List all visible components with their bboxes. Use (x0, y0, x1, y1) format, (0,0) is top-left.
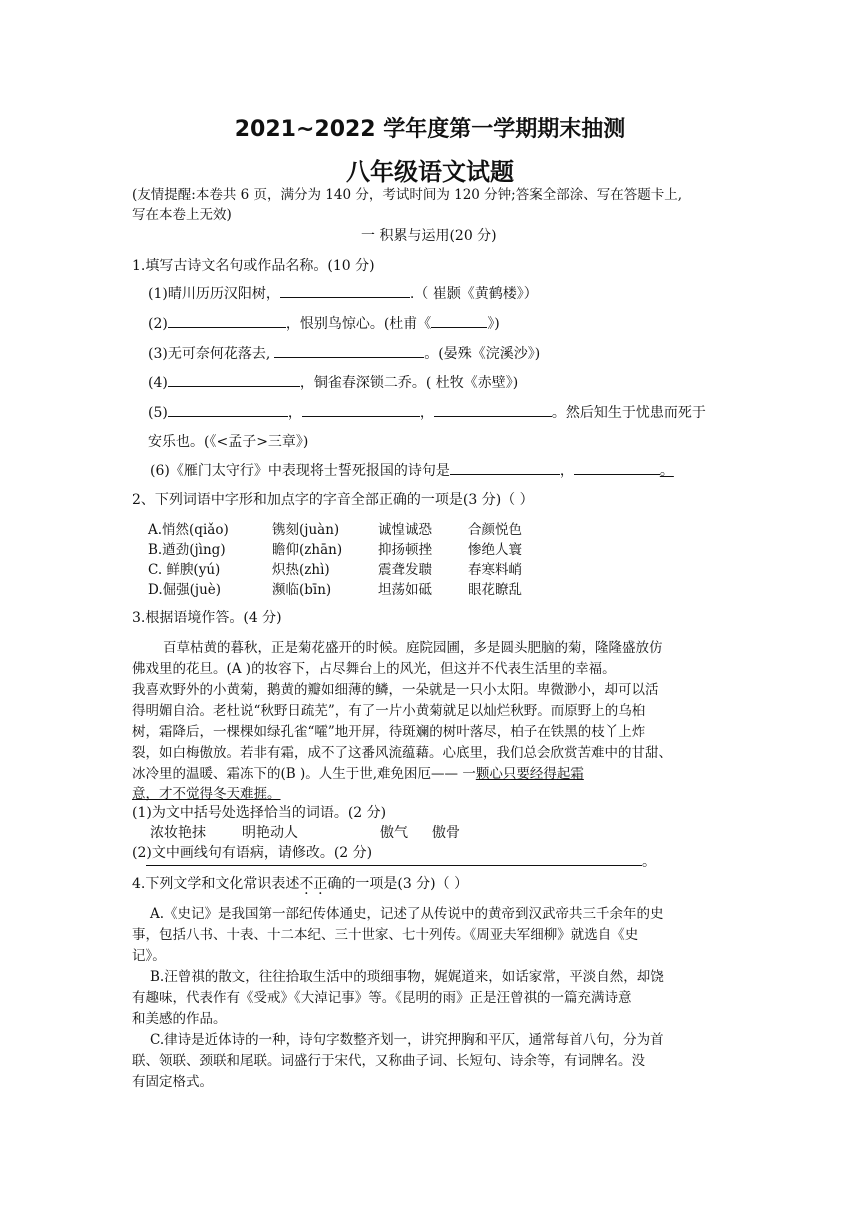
answer-blank[interactable] (274, 343, 424, 358)
q4-option-c-line-2: 联、领联、颈联和尾联。词盛行于宋代，又称曲子词、长短句、诗余等，有词牌名。没 (132, 1053, 645, 1069)
q1-line-4-text: ，铜雀春深锁二乔。( 杜牧《赤壁》) (299, 375, 519, 391)
notice-line-2: 写在本卷上无效) (132, 207, 232, 223)
q1-line-5-cont: 安乐也。(《<孟子>三章》) (148, 434, 309, 450)
q2-cell: 合颜悦色 (468, 522, 522, 538)
word-option: 傲骨 (432, 825, 460, 841)
passage-line-3: 我喜欢野外的小黄菊，鹅黄的瓣如细薄的鳞，一朵就是一只小太阳。卑微渺小，却可以活 (132, 682, 659, 698)
q2-cell: 春寒料峭 (468, 562, 522, 578)
answer-blank[interactable] (168, 402, 288, 417)
q2-cell: 瞻仰(zhān) (272, 542, 343, 558)
notice-line-1: (友情提醒:本卷共 6 页，满分为 140 分，考试时间为 120 分钟;答案全部涂、写在答题卡上, (132, 187, 683, 203)
q1-line-3-text: (3)无可奈何花落去, (148, 346, 271, 362)
q1-line-4-num: (4) (148, 375, 168, 391)
q2-cell: 抑扬顿挫 (378, 542, 432, 558)
q2-cell: 坦荡如砥 (378, 582, 432, 598)
q4-option-c-line-3: 有固定格式。 (132, 1074, 213, 1090)
q2-cell: 濒临(bīn) (272, 582, 332, 598)
q2-cell: 诚惶诚恐 (378, 522, 432, 538)
q4-option-b-line-3: 和美感的作品。 (132, 1011, 227, 1027)
answer-blank[interactable] (168, 313, 286, 328)
q1-line-2-end: 》) (487, 316, 500, 332)
word-option: 浓妆艳抹 (150, 825, 206, 841)
question-4-stem (132, 873, 468, 893)
q4-stem-tail: 确的一项是(3 分)（ ） (327, 876, 469, 892)
q1-line-6-text: (6)《雁门太守行》中表现将士誓死报国的诗句是 (150, 463, 450, 479)
passage-line-4: 得明媚自洽。老杜说“秋野日疏芜”，有了一片小黄菊就足以灿烂秋野。而原野上的乌桕 (132, 703, 646, 719)
word-option: 傲气 (380, 825, 408, 841)
q3-answer-end: 。 (642, 854, 656, 870)
exam-title: 2021~2022 学年度第一学期期末抽测 (234, 117, 626, 142)
underlined-sentence: 颗心只要经得起霜 (475, 766, 584, 782)
answer-blank[interactable] (434, 402, 552, 417)
answer-blank[interactable] (168, 372, 300, 387)
q3-sub-2: (2)文中画线句有语病，请修改。(2 分) (132, 845, 373, 861)
q1-line-5-text: 。然后知生于忧患而死于 (551, 405, 706, 421)
q4-option-a-line-1: A.《史记》是我国第一部纪传体通史，记述了从传说中的黄帝到汉武帝共三千余年的史 (150, 906, 664, 922)
q2-cell: C. 鲜腴(yú) (148, 562, 221, 578)
answer-blank[interactable] (280, 283, 410, 298)
q2-cell: 惨绝人寰 (468, 542, 522, 558)
q1-line-6 (150, 460, 674, 480)
word-option: 明艳动人 (242, 825, 298, 841)
q4-option-c-line-1: C.律诗是近体诗的一种，诗句字数整齐划一，讲究押胸和平仄，通常每首八句，分为首 (150, 1032, 664, 1048)
q1-line-1-source: .（ 崔颢《黄鹤楼》） (409, 286, 538, 302)
q3-answer-line (146, 851, 656, 871)
q1-line-5-sep-2: ， (419, 405, 434, 421)
q1-line-5-sep-1: ， (287, 405, 302, 421)
q2-cell: 镌刻(juàn) (272, 522, 340, 538)
passage-line-8: 意，才不觉得冬天难捱。 (132, 786, 281, 802)
answer-blank[interactable] (450, 460, 560, 475)
q1-line-5-num: (5) (148, 405, 168, 421)
passage-line-5: 树，霜降后，一棵棵如绿孔雀“嚯”地开屏，待斑斓的树叶落尽，柏子在铁黑的枝丫上炸 (132, 724, 646, 740)
q1-line-5 (148, 402, 706, 422)
q2-cell: D.倔强(juè) (148, 582, 222, 598)
q4-option-a-line-3: 记》。 (132, 948, 166, 964)
answer-blank[interactable] (302, 402, 420, 417)
answer-blank[interactable] (431, 313, 487, 328)
q1-line-4 (148, 372, 518, 392)
answer-blank[interactable] (574, 460, 660, 475)
question-1-stem: 1.填写古诗文名句或作品名称。(10 分) (132, 258, 375, 274)
q1-line-3 (148, 343, 540, 363)
question-3-stem: 3.根据语境作答。(4 分) (132, 610, 282, 626)
question-2-stem: 2、下列词语中字形和加点字的字音全部正确的一项是(3 分)（ ） (132, 492, 534, 508)
q1-line-3-source: 。(晏殊《浣溪沙》) (424, 346, 541, 362)
passage-line-7-text: 冰冷里的温暖、霜冻下的(B )。人生于世,难免困厄—— 一 (132, 766, 476, 782)
answer-blank[interactable] (146, 851, 642, 866)
q1-line-1-text: (1)晴川历历汉阳树， (148, 286, 280, 302)
passage-line-1: 百草枯黄的暮秋，正是菊花盛开的时候。庭院园圃，多是圆头肥脑的菊，隆隆盛放仿 (163, 640, 663, 656)
q2-cell: B.遒劲(jìng) (148, 542, 226, 558)
q2-cell: A.悄然(qiǎo) (148, 522, 229, 538)
passage-line-2: 佛戏里的花旦。(A )的妆容下，占尽舞台上的风光，但这并不代表生活里的幸福。 (132, 661, 616, 677)
emphasis-char: 不 (299, 876, 314, 892)
emphasis-char: 正 (313, 876, 328, 892)
q4-option-a-line-2: 事，包括八书、十表、十二本纪、三十世家、七十列传。《周亚夫军细柳》就选自《史 (132, 927, 639, 943)
q1-line-2-text: ，恨别鸟惊心。(杜甫《 (285, 316, 432, 332)
passage-line-6: 裂，如白梅傲放。若非有霜，成不了这番风流蕴藉。心底里，我们总会欣赏苦难中的甘甜、 (132, 745, 672, 761)
q1-line-6-end: 。 (659, 463, 674, 479)
q3-sub-1: (1)为文中括号处选择恰当的词语。(2 分) (132, 805, 387, 821)
q2-cell: 震聋发聩 (378, 562, 432, 578)
q4-option-b-line-2: 有趣味，代表作有《受戒》《大淖记事》等。《昆明的雨》正是汪曾祺的一篇充满诗意 (132, 990, 632, 1006)
q4-option-b-line-1: B.汪曾祺的散文，往往拾取生活中的琐细事物，娓娓道来，如话家常，平淡自然，却饶 (150, 969, 664, 985)
q1-line-6-sep: ， (559, 463, 574, 479)
q1-line-2 (148, 313, 500, 333)
passage-line-7 (132, 762, 584, 782)
q1-line-1 (148, 283, 538, 303)
q2-cell: 眼花瞭乱 (468, 582, 522, 598)
q4-stem-text: 4.下列文学和文化常识表述 (132, 876, 300, 892)
section-heading: 一 积累与运用(20 分) (361, 228, 497, 244)
exam-subtitle: 八年级语文试题 (346, 158, 514, 186)
q2-cell: 炽热(zhì) (272, 562, 330, 578)
q1-line-2-num: (2) (148, 316, 168, 332)
